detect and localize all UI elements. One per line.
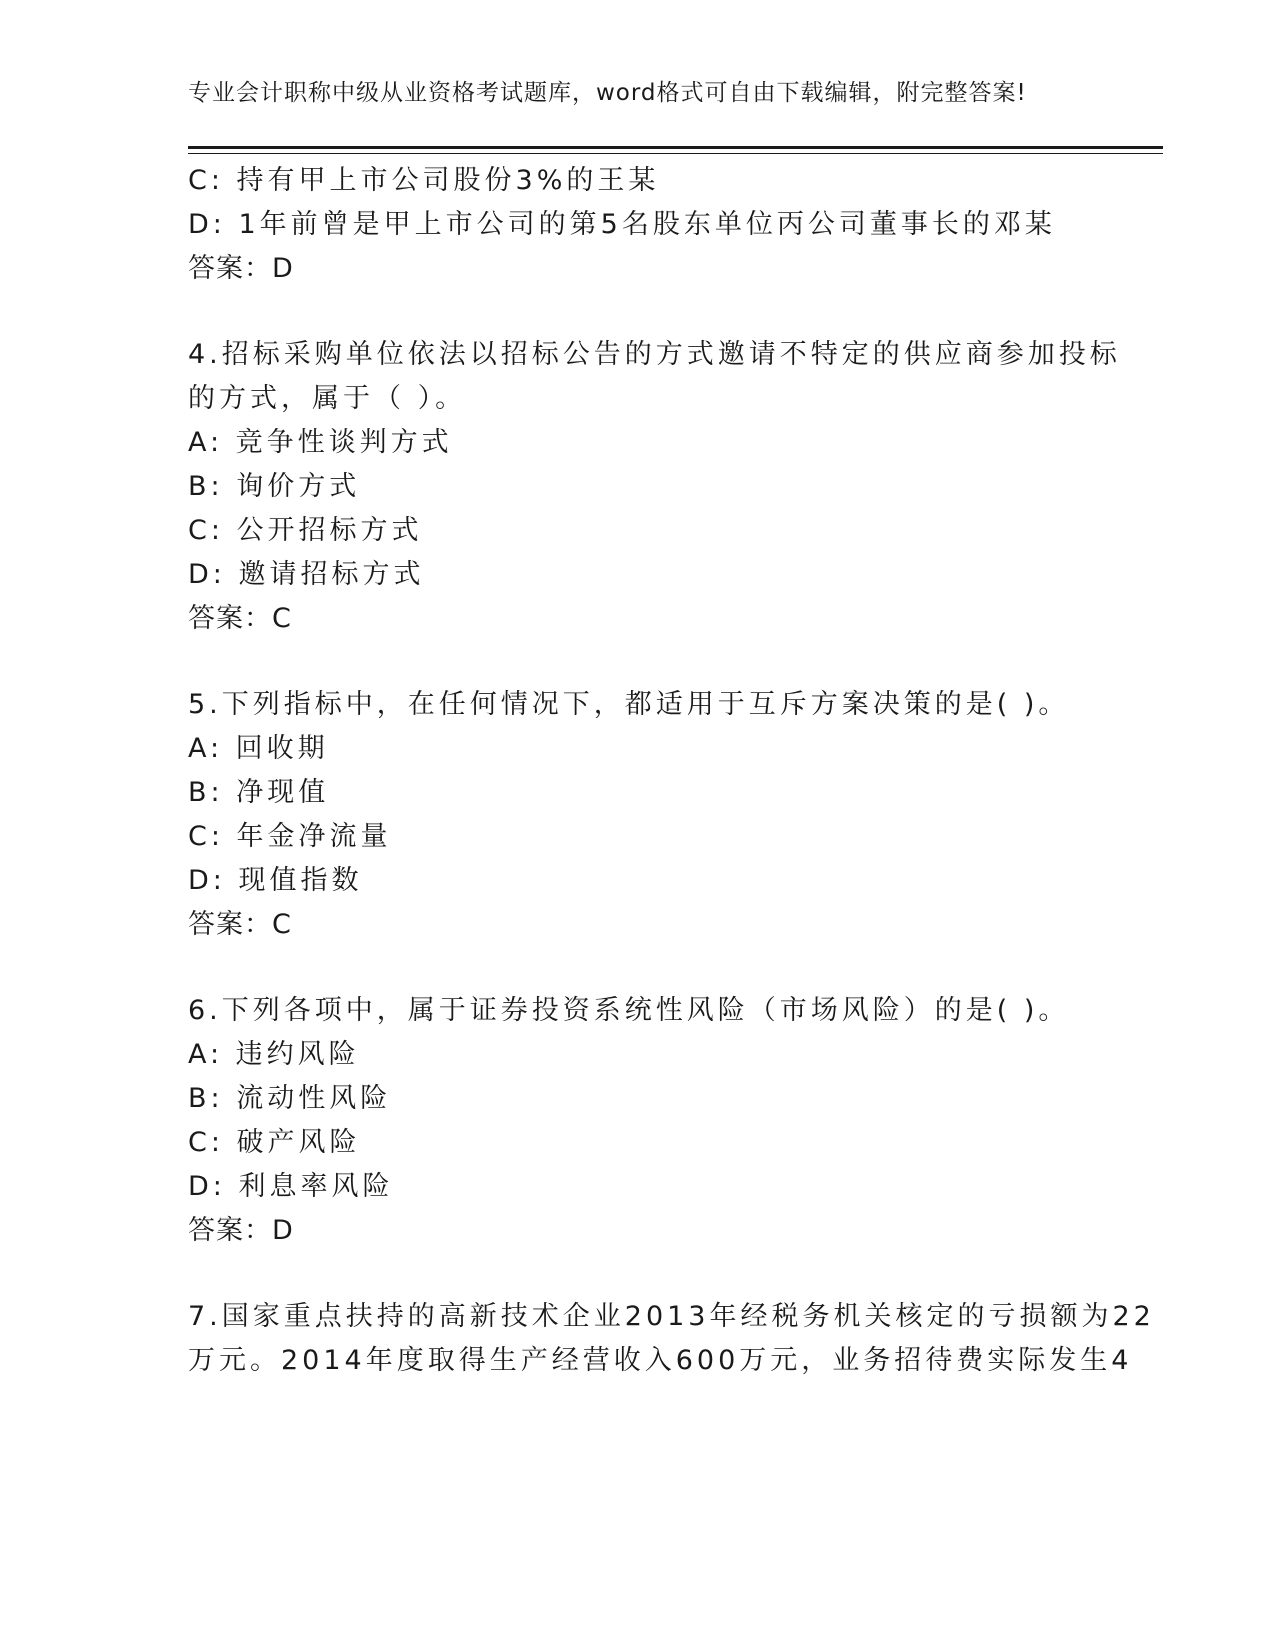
q4-option-b: B: 询价方式 [188, 471, 361, 502]
q5-stem: 5.下列指标中，在任何情况下，都适用于互斥方案决策的是( )。 [188, 689, 1070, 720]
q6-option-c: C: 破产风险 [188, 1127, 361, 1158]
q5-option-a: A: 回收期 [188, 733, 329, 764]
q7-stem-line1: 7.国家重点扶持的高新技术企业2013年经税务机关核定的亏损额为22 [188, 1301, 1155, 1332]
q3-answer: 答案：D [188, 253, 294, 284]
q3-option-d: D: 1年前曾是甲上市公司的第5名股东单位丙公司董事长的邓某 [188, 209, 1056, 240]
q4-stem-line2: 的方式，属于（ ）。 [188, 383, 467, 414]
q6-option-d: D: 利息率风险 [188, 1171, 394, 1202]
q6-option-a: A: 违约风险 [188, 1039, 360, 1070]
header-rule-thick [188, 146, 1163, 149]
header-rule-thin [188, 153, 1163, 154]
q5-option-c: C: 年金净流量 [188, 821, 392, 852]
q7-stem-line2: 万元。2014年度取得生产经营收入600万元，业务招待费实际发生4 [188, 1345, 1133, 1376]
q6-option-b: B: 流动性风险 [188, 1083, 392, 1114]
q4-stem-line1: 4.招标采购单位依法以招标公告的方式邀请不特定的供应商参加投标 [188, 339, 1121, 370]
page-header: 专业会计职称中级从业资格考试题库，word格式可自由下载编辑，附完整答案! [188, 80, 1027, 106]
q6-answer: 答案：D [188, 1215, 294, 1246]
q3-option-c: C: 持有甲上市公司股份3%的王某 [188, 165, 660, 196]
q6-stem: 6.下列各项中，属于证券投资系统性风险（市场风险）的是( )。 [188, 995, 1070, 1026]
q5-option-b: B: 净现值 [188, 777, 330, 808]
q4-answer: 答案：C [188, 603, 292, 634]
q5-answer: 答案：C [188, 909, 292, 940]
q4-option-c: C: 公开招标方式 [188, 515, 423, 546]
q4-option-a: A: 竞争性谈判方式 [188, 427, 453, 458]
q4-option-d: D: 邀请招标方式 [188, 559, 425, 590]
q5-option-d: D: 现值指数 [188, 865, 363, 896]
